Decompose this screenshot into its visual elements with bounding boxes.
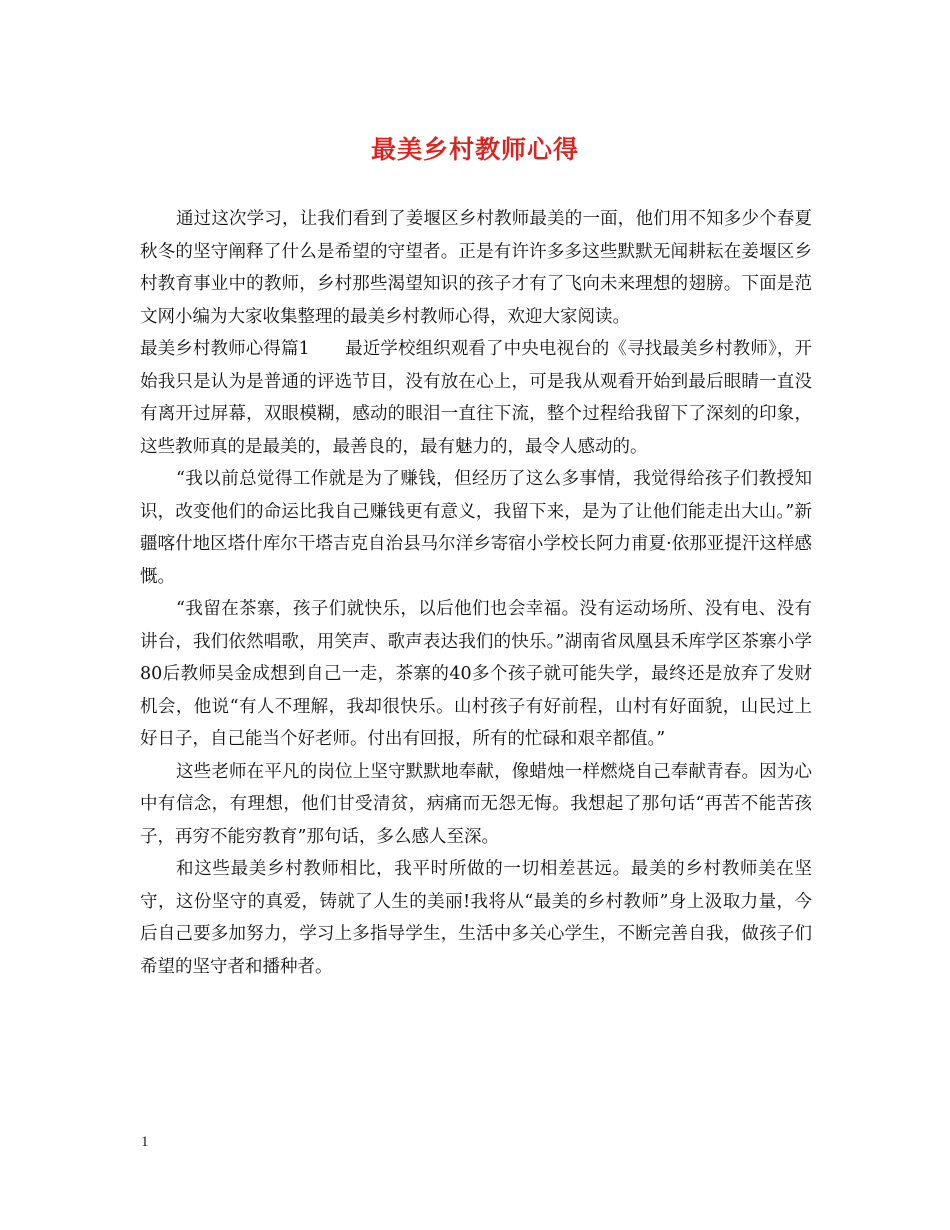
- paragraph-quote-xinjiang: “我以前总觉得工作就是为了赚钱，但经历了这么多事情，我觉得给孩子们教授知识，改变他们的命运比我自己赚钱更有意义，我留下来，是为了让他们能走出大山。”新疆喀什地区塔什库尔干塔吉克自治县马尔洋乡寄宿小学校长阿力甫夏·依那亚提汗这样感慨。: [140, 469, 812, 587]
- paragraph-quote-hunan: “我留在茶寨，孩子们就快乐，以后他们也会幸福。没有运动场所、没有电、没有讲台，我们依然唱歌，用笑声、歌声表达我们的快乐。”湖南省凤凰县禾库学区茶寨小学80后教师吴金成想到自己一走，茶寨的40多个孩子就可能失学，最终还是放弃了发财机会，他说“有人不理解，我却很快乐。山村孩子有好前程，山村有好面貌，山民过上好日子，自己能当个好老师。付出有回报，所有的忙碌和艰辛都值。”: [140, 599, 812, 749]
- page-number: 1: [141, 1134, 149, 1150]
- paragraph-conclusion: 和这些最美乡村教师相比，我平时所做的一切相差甚远。最美的乡村教师美在坚守，这份坚守的真爱，铸就了人生的美丽!我将从“最美的乡村教师”身上汲取力量，今后自己要多加努力，学习上多指导学生，生活中多关心学生，不断完善自我，做孩子们希望的坚守者和播种者。: [140, 859, 812, 977]
- paragraph-intro: 通过这次学习，让我们看到了姜堰区乡村教师最美的一面，他们用不知多少个春夏秋冬的坚守阐释了什么是希望的守望者。正是有许许多多这些默默无闻耕耘在姜堰区乡村教育事业中的教师，乡村那些渴望知识的孩子才有了飞向未来理想的翅膀。下面是范文网小编为大家收集整理的最美乡村教师心得，欢迎大家阅读。: [140, 209, 812, 327]
- document-body: [140, 203, 812, 983]
- paragraph-article-1: 最美乡村教师心得篇1 最近学校组织观看了中央电视台的《寻找最美乡村教师》，开始我只是认为是普通的评选节目，没有放在心上，可是我从观看开始到最后眼睛一直没有离开过屏幕，双眼模糊，感动的眼泪一直往下流，整个过程给我留下了深刻的印象，这些教师真的是最美的，最善良的，最有魅力的，最令人感动的。: [140, 339, 812, 457]
- document-title: 最美乡村教师心得: [370, 135, 579, 164]
- paragraph-dedication: 这些老师在平凡的岗位上坚守默默地奉献，像蜡烛一样燃烧自己奉献青春。因为心中有信念，有理想，他们甘受清贫，病痛而无怨无悔。我想起了那句话“再苦不能苦孩子，再穷不能穷教育”那句话，多么感人至深。: [140, 761, 812, 847]
